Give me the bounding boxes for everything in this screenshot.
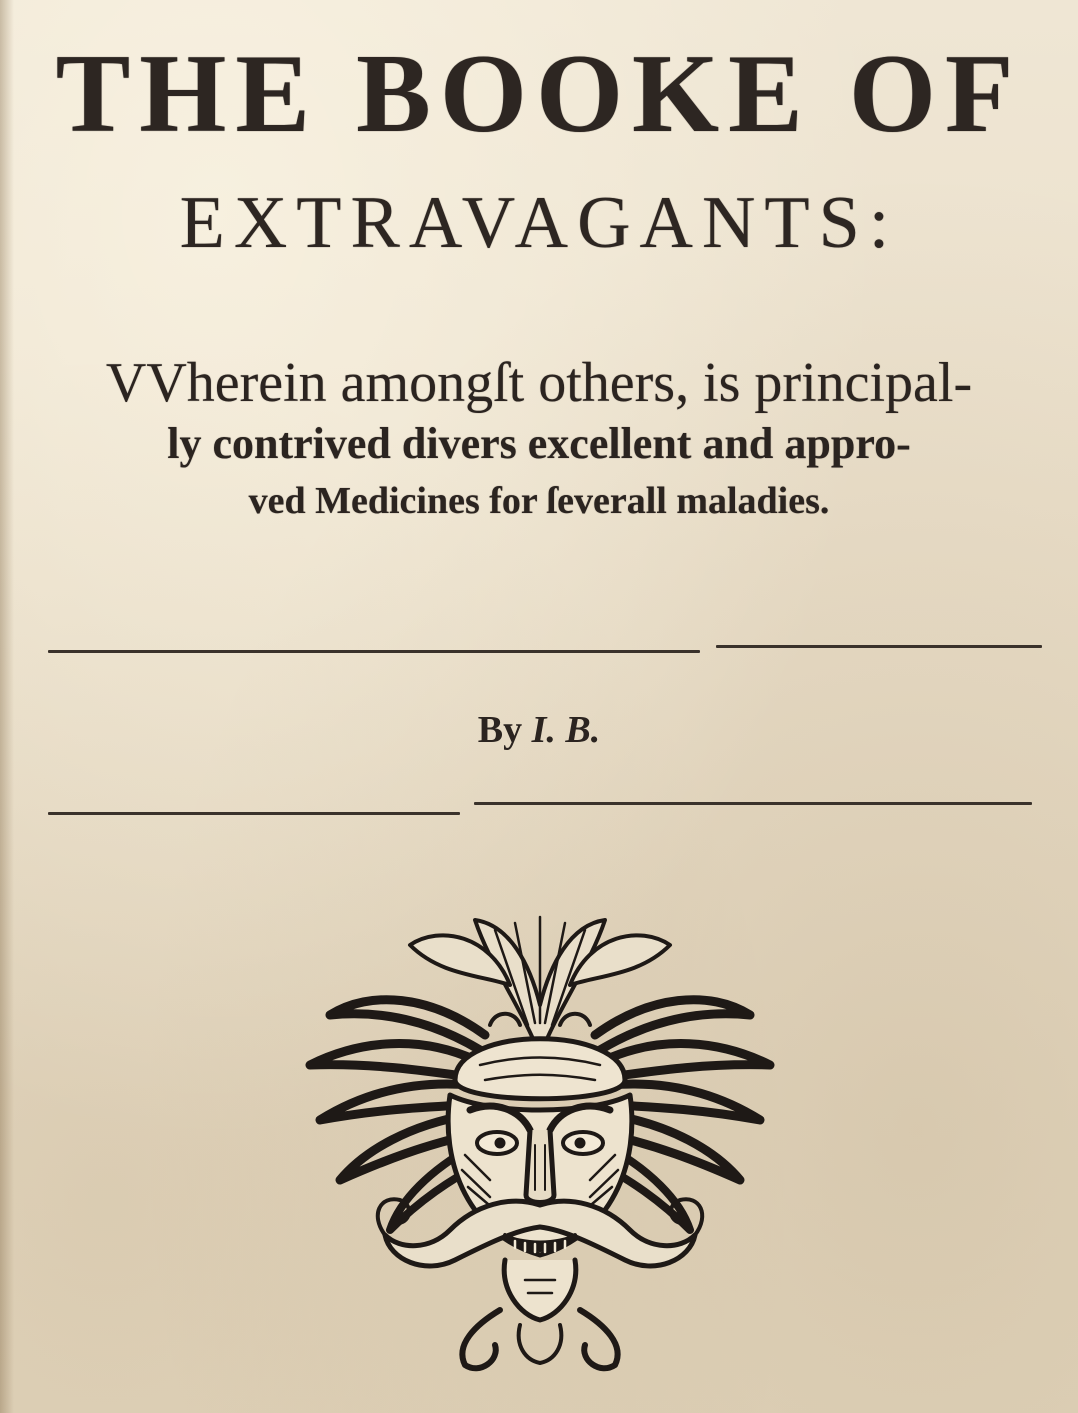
- upper-rule-right: [716, 645, 1042, 648]
- subtitle-line-3: ved Medicines for ſeverall maladies.: [248, 480, 830, 522]
- lower-rule-right: [474, 802, 1032, 805]
- byline-initials: I. B.: [531, 709, 601, 751]
- lower-rule-left: [48, 812, 460, 815]
- title-line-2: EXTRAVAGANTS:: [179, 182, 899, 264]
- title-line-1: THE BOOKE OF: [55, 32, 1023, 156]
- subtitle-line-2: ly contrived divers excellent and appro-: [167, 419, 911, 468]
- subtitle: [20, 352, 1058, 528]
- subtitle-line-1: VVherein amongſt others, is principal-: [105, 352, 973, 414]
- byline: [0, 708, 1078, 752]
- grotesque-mask-icon: [290, 905, 790, 1385]
- byline-label: By: [477, 709, 523, 751]
- upper-rule-left: [48, 650, 700, 653]
